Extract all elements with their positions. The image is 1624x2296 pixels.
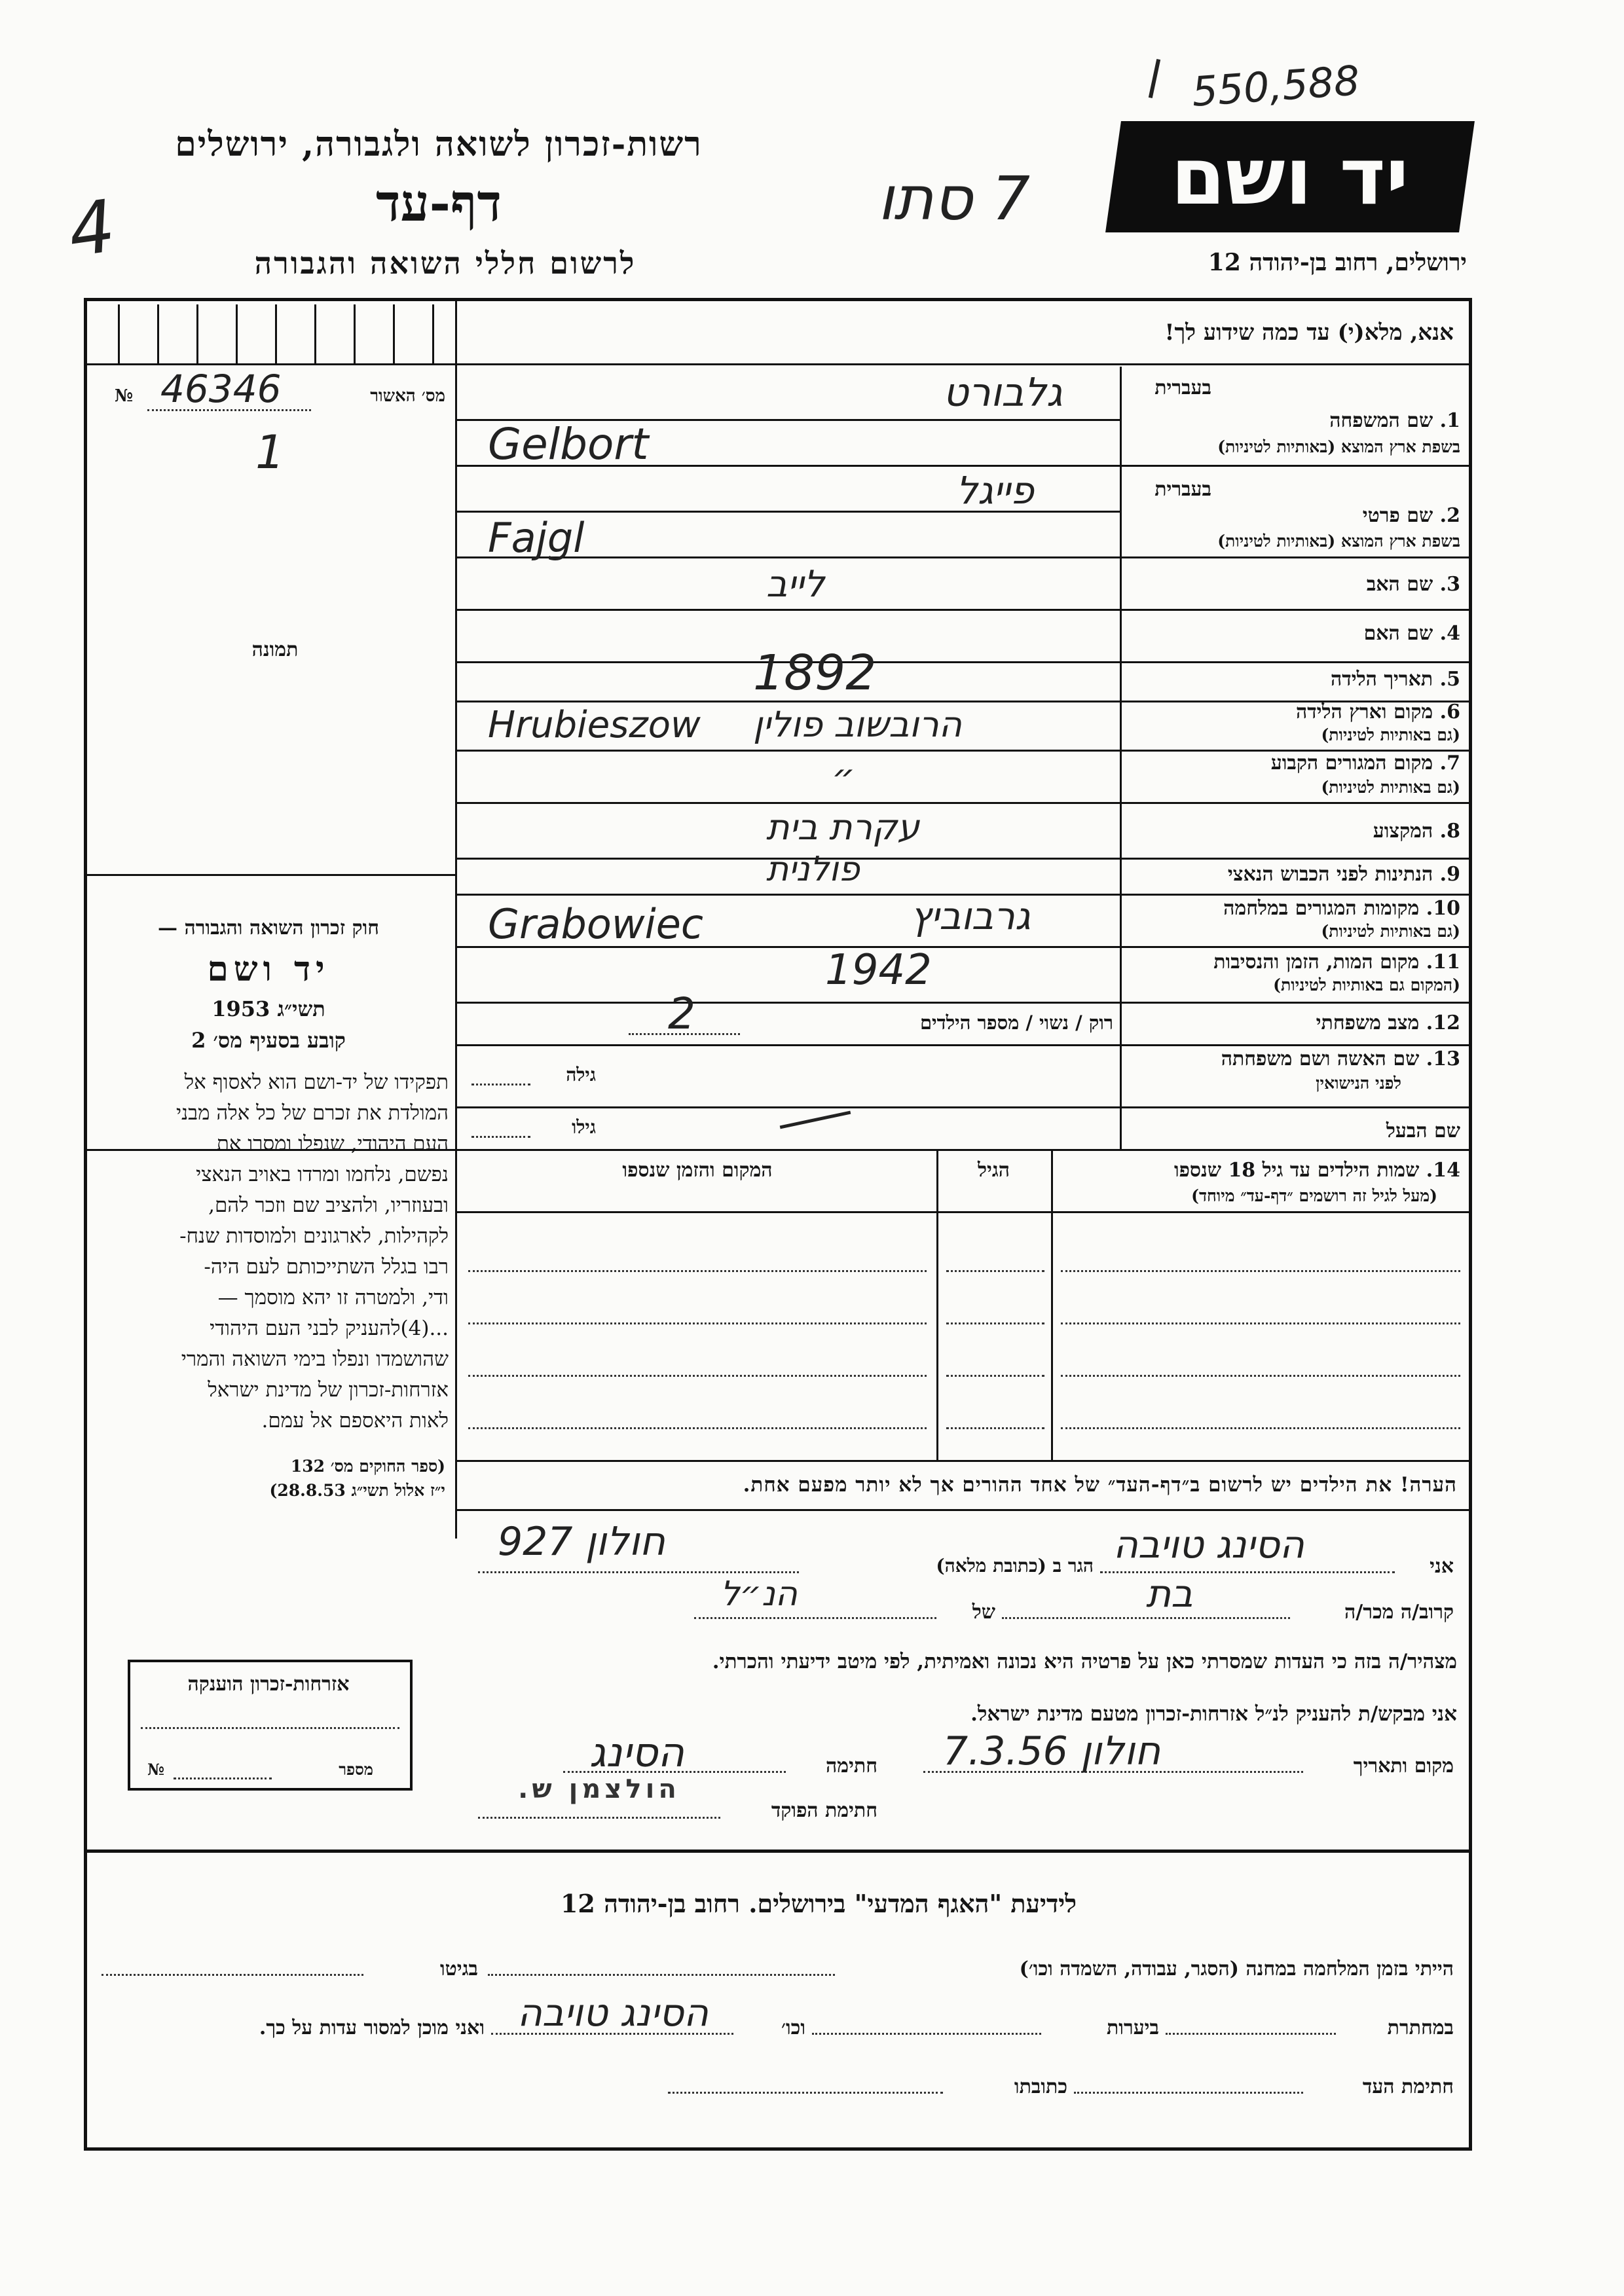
form-subtitle: לרשום חללי השואה והגבורה: [254, 246, 637, 281]
logo-text: יד ושם: [1171, 131, 1409, 223]
children-text: שמות הילדים עד גיל 18 שנספו: [1173, 1159, 1420, 1182]
decl-place-date-label: מקום ותאריך: [1353, 1755, 1454, 1777]
bottom-witness-name: הסינג טויבה: [517, 1990, 709, 2035]
law-line: לאות היאספם אל עמם.: [261, 1409, 449, 1432]
f6-sub: (גם באותיות לטיניות): [1321, 725, 1460, 744]
law-line: רבו בגלל השתייכותם לעם היה-: [204, 1255, 449, 1279]
law-name: יד ושם: [207, 949, 330, 989]
f10-value-he: גרבוביץ: [910, 894, 1031, 938]
decl-relation-of: הנ״ל: [720, 1575, 798, 1614]
f3-num: 3.: [1439, 573, 1460, 596]
law-line: ודי, ולמטרה זו יהא מוסמך —: [217, 1286, 449, 1309]
f11-label: [1126, 951, 1460, 974]
margin-mark: 4: [63, 183, 120, 274]
f3-text: שם האב: [1366, 573, 1433, 596]
law-line: לקהילות, לארגונים ולמוסדות שנח-: [179, 1224, 449, 1248]
law-heading: חוק זכרון השואה והגבורה —: [158, 917, 379, 939]
f10-label: [1126, 897, 1460, 920]
f10-text: מקומות המגורים במלחמה: [1223, 897, 1420, 920]
f12-value: 2: [668, 989, 695, 1039]
f4-label: [1126, 622, 1460, 645]
bottom-ghetto-label: בגיטו: [439, 1958, 478, 1980]
decl-request: אני מבקש/ת להעניק לנ״ל אזרחות-זכרון מטעם מדינת ישראל.: [970, 1702, 1457, 1726]
law-clause: קובע בסעיף מס׳ 2: [191, 1028, 346, 1053]
cert-label: מס׳ האשור: [370, 386, 445, 406]
f13-num: 13.: [1426, 1048, 1460, 1070]
handwritten-number: 550,588: [1190, 56, 1361, 116]
bottom-camp-label: הייתי בזמן המלחמה במחנה (הסגר, עבודה, השמדה וכו׳): [1019, 1958, 1454, 1980]
f6-label: [1126, 701, 1460, 723]
decl-living-label: הגר ב (כתובת מלאה): [936, 1555, 1094, 1576]
children-sub: (מעל לגיל זה רושמים ״דף-עד״ מיוחד): [1191, 1186, 1437, 1205]
children-col-age: הגיל: [977, 1159, 1010, 1182]
f3-label: [1126, 573, 1460, 596]
f9-label: [1126, 863, 1460, 886]
law-line: אזרחות-זכרון של מדינת ישראל: [208, 1378, 449, 1402]
law-ref-2: י״ז אלול תשי״ג 28.8.53): [269, 1481, 445, 1500]
bottom-forests-label: ביערות: [1106, 2016, 1159, 2039]
decl-of-label: של: [972, 1601, 995, 1624]
law-line: העם היהודי, שנפלו ומסרו את: [216, 1132, 449, 1156]
age-label-2: גילו: [572, 1116, 596, 1138]
f7-sub: (גם באותיות לטיניות): [1321, 778, 1460, 797]
f6-value-he: הרובשוב פולין: [753, 704, 962, 745]
pen-mark: [1149, 59, 1160, 98]
f5-value: 1892: [753, 645, 877, 701]
f2-he-tag: בעברית: [1154, 478, 1211, 501]
f5-num: 5.: [1439, 668, 1460, 691]
f1-he-tag: בעברית: [1154, 376, 1211, 399]
f6-text: מקום וארץ הלידה: [1295, 701, 1433, 723]
children-note: הערה! את הילדים יש לרשום ב״דף-העד״ של אחד ההורים אך לא יותר מפעם אחת.: [743, 1473, 1457, 1497]
law-line: נפשם, נלחמו ומרדו באויב הנאצי: [196, 1163, 449, 1186]
f6-value-latin: Hrubieszow: [488, 704, 701, 746]
bottom-willing-label: ואני מוכן למסור עדות על כך.: [259, 2016, 485, 2039]
f11-sub: (המקום גם באותיות לטיניות): [1273, 975, 1460, 994]
yad-vashem-logo: [1105, 121, 1475, 232]
decl-officer-label: חתימת הפוקד: [771, 1799, 877, 1822]
f12-label: [1126, 1011, 1460, 1034]
f8-num: 8.: [1439, 820, 1460, 843]
citizenship-number-label: מספר: [339, 1760, 373, 1779]
f11-num: 11.: [1426, 951, 1460, 974]
citizenship-no: №: [147, 1760, 165, 1779]
decl-signature-label: חתימה: [826, 1755, 877, 1777]
f9-num: 9.: [1439, 863, 1460, 886]
f7-label: [1126, 752, 1460, 774]
f7-text: מקום המגורים הקבוע: [1270, 752, 1433, 774]
bottom-witness-sign-label: חתימת העד: [1362, 2075, 1454, 2098]
f5-label: [1126, 668, 1460, 691]
age-label: גילה: [566, 1064, 596, 1085]
f2-value-latin: Fajgl: [488, 514, 585, 562]
children-col-place: המקום והזמן שנספו: [622, 1159, 773, 1182]
f12-text: מצב משפחתי: [1316, 1011, 1420, 1034]
authority-name: רשות-זכרון לשואה ולגבורה, ירושלים: [175, 124, 703, 164]
f13-sub: לפני הנישואין: [1316, 1074, 1401, 1093]
law-line: המולדת את זכרם של כל אלה מבני: [175, 1101, 449, 1125]
f6-num: 6.: [1439, 701, 1460, 723]
citizenship-title: אזרחות-זכרון הוענקה: [187, 1673, 350, 1696]
law-body: [92, 1067, 449, 1436]
cert-no: №: [115, 386, 134, 406]
f11-text: מקום המות, הזמן והנסיבות: [1213, 951, 1420, 974]
f12-options: רוק / נשוי / מספר הילדים: [919, 1011, 1113, 1034]
f8-text: המקצוע: [1373, 820, 1433, 843]
f2-sub: בשפת ארץ המוצא (באותיות לטיניות): [1217, 532, 1460, 551]
law-ref-1: (ספר החוקים מס׳ 132: [290, 1457, 445, 1476]
f4-text: שם האם: [1363, 622, 1433, 645]
f10-num: 10.: [1426, 897, 1460, 920]
law-line: שהושמדו ונפלו בימי השואה והמרי: [181, 1347, 449, 1371]
f3-value: לייב: [766, 563, 825, 606]
decl-officer-stamp: הולצמן ש.: [518, 1774, 680, 1804]
f12-num: 12.: [1426, 1011, 1460, 1034]
decl-relative-label: קרוב/ה מכר/ה: [1344, 1601, 1454, 1624]
husband-label: שם הבעל: [1386, 1120, 1460, 1142]
f2-label: [1126, 504, 1460, 527]
f1-value-latin: Gelbort: [488, 419, 649, 469]
bottom-underground-label: במחתרת: [1387, 2016, 1454, 2039]
bottom-etc-label: וכו׳: [781, 2016, 805, 2039]
address: ירושלים, רחוב בן-יהודה 12: [1208, 249, 1467, 276]
f1-value-he: גלבורט: [943, 370, 1063, 416]
f2-text: שם פרטי: [1362, 504, 1433, 527]
bottom-address-label: כתובתו: [1014, 2075, 1067, 2098]
law-line: ...(4)להעניק לבני העם היהודי: [210, 1317, 449, 1340]
f9-value: פולנית: [766, 850, 860, 889]
law-year: תשי״ג 1953: [212, 996, 325, 1021]
f13-text: שם האשה ושם משפחתה: [1221, 1048, 1420, 1070]
f1-text: שם המשפחה: [1329, 409, 1433, 432]
children-label: [1058, 1159, 1460, 1182]
f5-text: תאריך הלידה: [1331, 668, 1433, 691]
decl-i-label: אני: [1430, 1555, 1454, 1578]
f2-value-he: פייגל: [956, 468, 1035, 513]
instruction: אנא, מלא(י) עד כמה שידוע לך!: [1164, 319, 1454, 346]
f2-num: 2.: [1439, 504, 1460, 527]
f9-text: הנתינות לפני הכבוש הנאצי: [1227, 863, 1433, 886]
cert-sub-number: 1: [255, 426, 285, 479]
f10-value-latin: Grabowiec: [488, 900, 703, 948]
f7-value: ״: [832, 756, 856, 799]
photo-label: תמונה: [251, 638, 299, 661]
f1-num: 1.: [1439, 409, 1460, 432]
decl-relation: בת: [1146, 1571, 1193, 1616]
form-title: דף-עד: [376, 173, 502, 233]
cert-number: 46346: [160, 367, 282, 411]
decl-place-date: חולון 7.3.56: [943, 1728, 1161, 1774]
f4-num: 4.: [1439, 622, 1460, 645]
decl-statement: מצהיר/ה בזה כי העדות שמסרתי כאן על פרטיה היא נכונה ואמיתית, לפי מיטב ידיעתי והכרתי.: [712, 1650, 1457, 1673]
f13-label: [1126, 1048, 1460, 1070]
law-line: תפקידו של יד-ושם הוא לאסוף אל: [184, 1070, 449, 1094]
f8-label: [1126, 820, 1460, 843]
decl-signature: הסינג: [589, 1728, 684, 1776]
decl-name: הסינג טויבה: [1113, 1522, 1304, 1567]
f10-sub: (גם באותיות לטיניות): [1321, 922, 1460, 941]
decl-address: חולון 927: [498, 1519, 665, 1565]
bottom-title: לידיעת "האגף המדעי" בירושלים. רחוב בן-יהודה 12: [560, 1889, 1077, 1918]
f1-sub: בשפת ארץ המוצא (באותיות לטיניות): [1217, 437, 1460, 456]
f1-label: [1126, 409, 1460, 432]
handwritten-note: 7 סתו: [877, 164, 1031, 234]
f11-value: 1942: [825, 946, 932, 994]
law-line: ובעוזריו, ולהציב שם וזכר להם,: [208, 1194, 449, 1217]
f8-value: עקרת בית: [766, 807, 920, 848]
children-num: 14.: [1426, 1159, 1460, 1182]
f7-num: 7.: [1439, 752, 1460, 774]
